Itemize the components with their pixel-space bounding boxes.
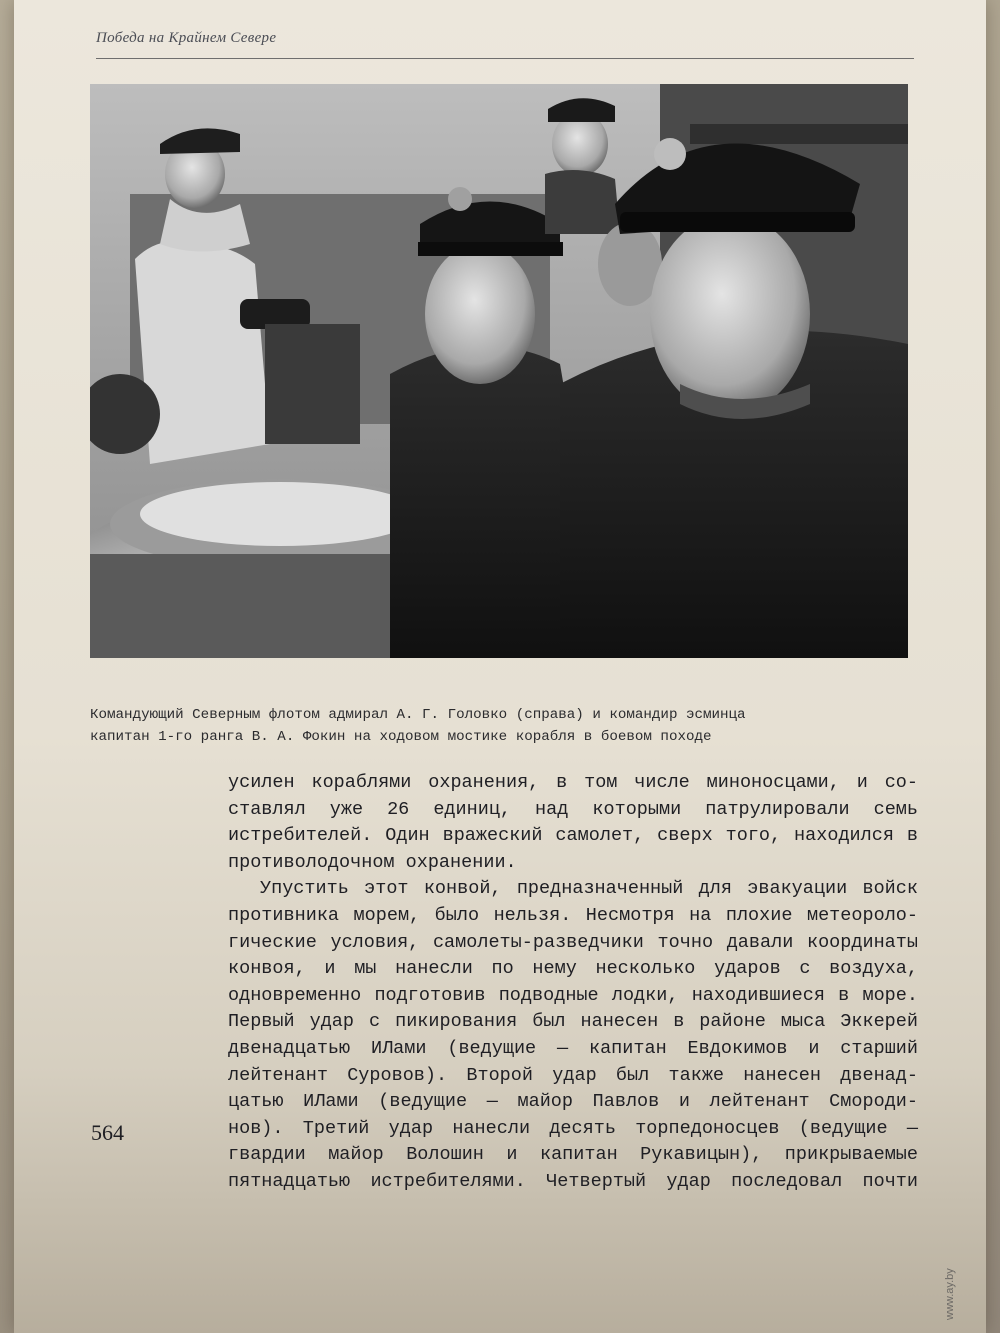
page-number: 564 [91, 1120, 124, 1145]
text-line: Первый удар с пикирования был нанесен в районе мыса Эккерей [228, 1011, 918, 1033]
text-line: двенадцатью ИЛами (ведущие — капитан Евдокимов и старший [228, 1037, 918, 1059]
text-line: конвоя, и мы нанесли по нему несколько ударов с воздуха, [228, 958, 918, 980]
running-head: Победа на Крайнем Севере [96, 30, 277, 46]
text-line: усилен кораблями охранения, в том числе миноносцами, и со- [228, 772, 918, 793]
text-line: ставлял уже 26 единиц, над которыми патрулировали семь [228, 798, 918, 820]
caption-line: капитан 1-го ранга В. А. Фокин на ходовом мостике корабля в боевом походе [90, 729, 712, 745]
text-line: Упустить этот конвой, предназначенный для эвакуации войск [260, 878, 918, 900]
photograph [90, 84, 908, 658]
text-line: противника морем, было нельзя. Несмотря на плохие метеороло- [228, 904, 918, 926]
text-line: одновременно подготовив подводные лодки, находившиеся в море. [228, 984, 918, 1006]
text-line: противолодочном охранении. [228, 851, 517, 873]
photo-illustration [90, 84, 908, 658]
watermark: www.ay.by [944, 1268, 956, 1320]
caption-line: Командующий Северным флотом адмирал А. Г. Головко (справа) и командир эсминца [90, 707, 746, 723]
text-line: пятнадцатью истребителями. Четвертый удар последовал почти [228, 1170, 918, 1192]
photo-caption [90, 704, 910, 748]
header-rule [96, 58, 914, 59]
text-line: гические условия, самолеты-разведчики точно давали координаты [228, 931, 918, 953]
body-text [228, 770, 918, 1196]
text-line: гвардии майор Волошин и капитан Рукавицын), прикрываемые [228, 1144, 918, 1166]
text-line: нов). Третий удар нанесли десять торпедоносцев (ведущие — [228, 1117, 918, 1139]
text-line: лейтенант Суровов). Второй удар был также нанесен двенад- [228, 1064, 918, 1086]
text-line: цатью ИЛами (ведущие — майор Павлов и лейтенант Смороди- [228, 1091, 918, 1113]
text-line: истребителей. Один вражеский самолет, сверх того, находился в [228, 825, 918, 847]
